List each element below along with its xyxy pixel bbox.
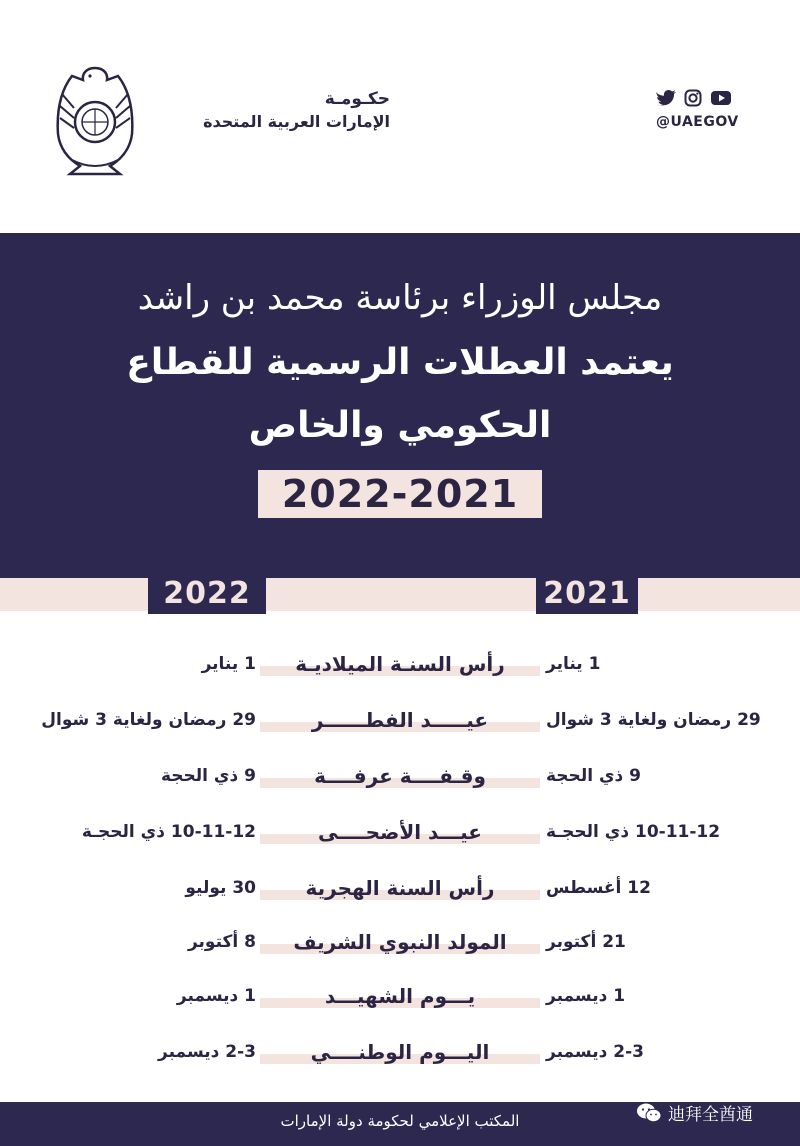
holiday-name: رأس السنة الهجرية [305,876,495,900]
footer-text: المكتب الإعلامي لحكومة دولة الإمارات [280,1112,520,1130]
holiday-row [0,648,800,688]
holiday-name: يـــوم الشهيـــد [324,984,476,1008]
header [0,0,800,233]
date-2022: 10-11-12 ذي الحجـة [81,822,256,842]
holiday-row [0,980,800,1020]
holiday-name: اليـــوم الوطنــــي [310,1040,490,1064]
holiday-row [0,704,800,744]
youtube-icon[interactable] [710,90,732,106]
government-name [150,88,390,134]
headline-line-3: الحكومي والخاص [248,405,552,446]
holiday-name: رأس السنـة الميلاديـة [295,652,505,676]
holiday-row [0,872,800,912]
date-2022: 8 أكتوبر [187,932,256,952]
date-2022: 30 يوليو [185,878,256,898]
headline-line-1: مجلس الوزراء برئاسة محمد بن راشد [137,278,663,318]
country-label: الإمارات العربية المتحدة [203,112,390,131]
holiday-name: عيـــد الأضحــــى [318,820,482,844]
uae-falcon-emblem [50,64,140,180]
instagram-icon[interactable] [684,89,702,107]
watermark-text: 迪拜全酋通 [668,1105,753,1125]
twitter-icon[interactable] [656,90,676,106]
header-strip [638,578,800,611]
government-label: حكـومـة [324,89,390,109]
date-2021: 2-3 ديسمبر [546,1042,644,1062]
date-2021: 9 ذي الحجة [546,766,642,786]
date-2022: 2-3 ديسمبر [158,1042,256,1062]
date-2021: 21 أكتوبر [546,932,626,952]
date-2022: 9 ذي الحجة [160,766,256,786]
years-badge: 2022-2021 [258,470,542,518]
holiday-row [0,816,800,856]
holiday-name: المولد النبوي الشريف [293,930,507,954]
date-2021: 1 يناير [546,654,601,674]
column-header-2021: 2021 [536,570,638,614]
holiday-name: عيـــــد الفطــــــر [311,708,489,732]
wechat-icon [636,1102,662,1124]
column-header-2022: 2022 [148,570,266,614]
date-2022: 1 يناير [201,654,256,674]
header-strip [0,578,148,611]
date-2021: 29 رمضان ولغاية 3 شوال [546,710,761,730]
date-2021: 12 أغسطس [546,878,651,898]
holiday-name: وقـفــــة عرفــــة [314,764,486,788]
watermark [636,1100,753,1125]
headline-line-2: يعتمد العطلات الرسمية للقطاع [126,342,674,383]
date-2022: 29 رمضان ولغاية 3 شوال [41,710,256,730]
holiday-row [0,760,800,800]
social-handle[interactable]: @UAEGOV [656,114,739,130]
holiday-row [0,926,800,966]
date-2021: 10-11-12 ذي الحجـة [546,822,721,842]
date-2022: 1 ديسمبر [176,986,256,1006]
holiday-row [0,1036,800,1076]
header-strip [266,578,536,611]
date-2021: 1 ديسمبر [546,986,626,1006]
social-block [656,88,746,130]
